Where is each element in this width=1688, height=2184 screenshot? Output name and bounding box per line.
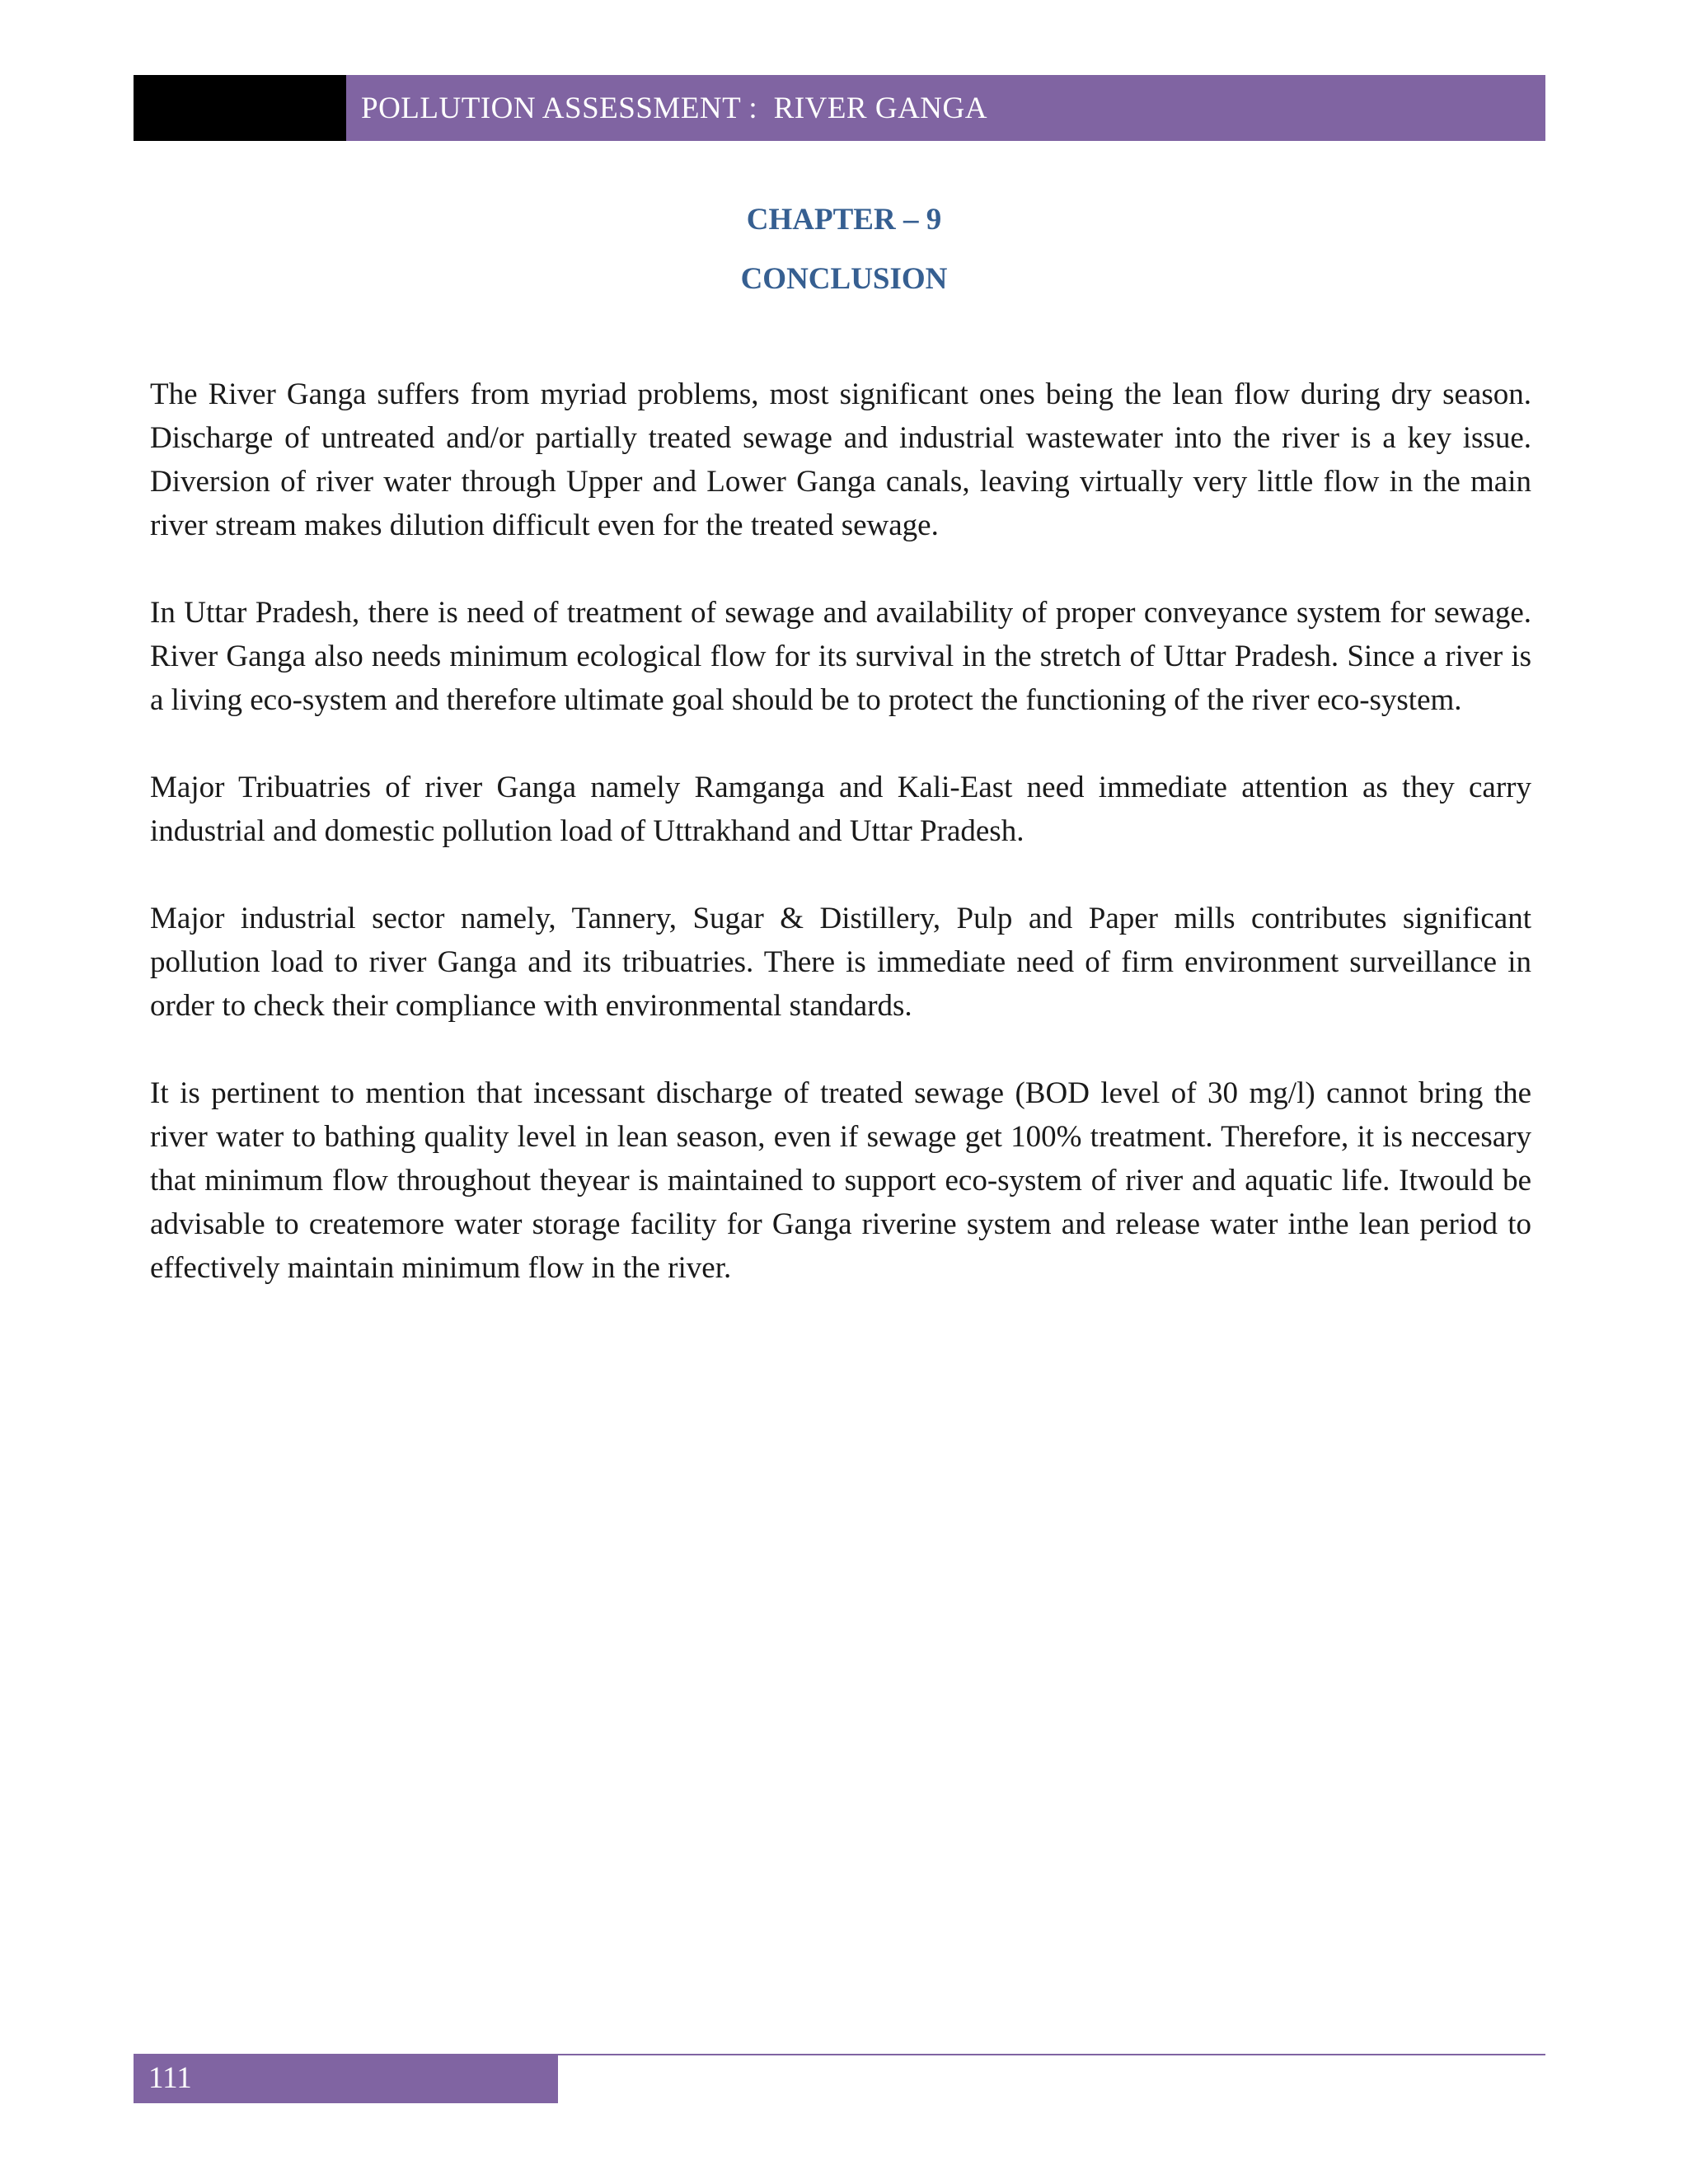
footer-rule <box>558 2054 1545 2055</box>
header-black-block <box>134 75 346 141</box>
page-number: 111 <box>134 2054 558 2103</box>
paragraph-4: Major industrial sector namely, Tannery, Sugar & Distillery, Pulp and Paper mills contributes significant pollution load to river Ganga and its tribuatries. There is immediate need of firm environment surveillance in order to check their compliance with environmental standards. <box>150 902 1531 1023</box>
paragraph-1: The River Ganga suffers from myriad problems, most significant ones being the lean flow during dry season. Discharge of untreated and/or partially treated sewage and industrial wastewater into the river is a key issue. Diversion of river water through Upper and Lower Ganga canals, leaving virtually very little flow in the main river stream makes dilution difficult even for the treated sewage. <box>150 377 1531 542</box>
page-header <box>134 75 1545 141</box>
paragraph-3: Major Tribuatries of river Ganga namely Ramganga and Kali-East need immediate attention as they carry industrial and domestic pollution load of Uttrakhand and Uttar Pradesh. <box>150 771 1531 848</box>
chapter-number: CHAPTER – 9 <box>746 203 942 237</box>
paragraph-2: In Uttar Pradesh, there is need of treatment of sewage and availability of proper conveyance system for sewage. River Ganga also needs minimum ecological flow for its survival in the stretch of Uttar Pradesh. Since a river is a living eco-system and therefore ultimate goal should be to protect the functioning of the river eco-system. <box>150 596 1531 717</box>
chapter-title: CONCLUSION <box>740 262 948 296</box>
body-text <box>150 373 1531 1333</box>
paragraph-5: It is pertinent to mention that incessant discharge of treated sewage (BOD level of 30 mg/l) cannot bring the river water to bathing quality level in lean season, even if sewage get 100% treatment. Therefore, it is neccesary that minimum flow throughout theyear is maintained to support eco-system of river and aquatic life. Itwould be advisable to createmore water storage facility for Ganga riverine system and release water inthe lean period to effectively maintain minimum flow in the river. <box>150 1076 1531 1285</box>
header-title: POLLUTION ASSESSMENT : RIVER GANGA <box>346 75 1545 141</box>
